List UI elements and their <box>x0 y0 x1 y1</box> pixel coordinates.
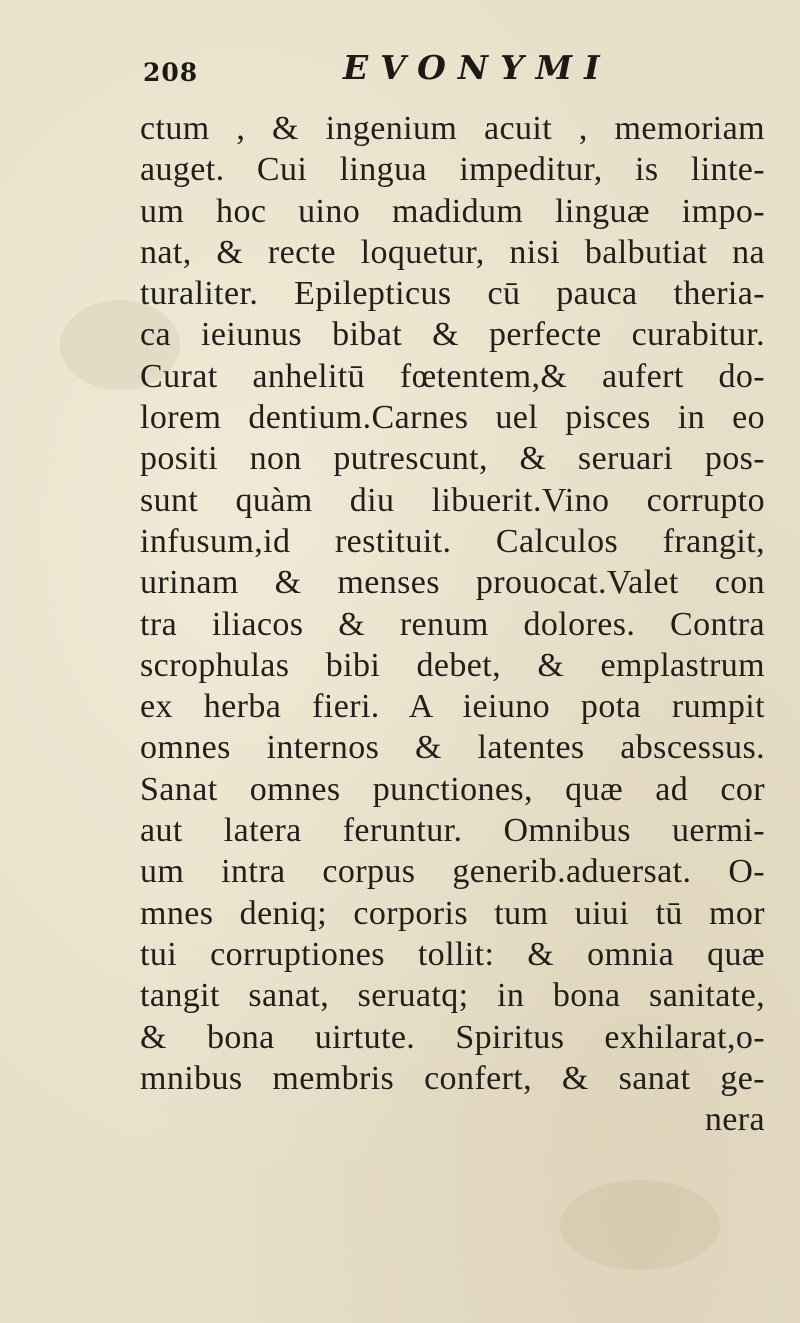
text-line: um intra corpus generib.aduersat. O- <box>140 853 765 891</box>
text-line: Sanat omnes punctiones, quæ ad cor <box>140 770 765 808</box>
text-line: tra iliacos & renum dolores. Contra <box>140 605 765 643</box>
text-line: nat, & recte loquetur, nisi balbutiat na <box>140 233 765 271</box>
text-line: & bona uirtute. Spiritus exhilarat,o- <box>140 1018 765 1056</box>
text-line: sunt quàm diu libuerit.Vino corrupto <box>140 481 765 519</box>
text-line: omnes internos & latentes abscessus. <box>140 729 765 767</box>
text-line: mnes deniq; corporis tum uiui tū mor <box>140 894 765 932</box>
text-line: tui corruptiones tollit: & omnia quæ <box>140 935 765 973</box>
page-header <box>143 48 663 96</box>
text-line: scrophulas bibi debet, & emplastrum <box>140 646 765 684</box>
text-line: positi non putrescunt, & seruari pos- <box>140 440 765 478</box>
text-line: ca ieiunus bibat & perfecte curabitur. <box>140 316 765 354</box>
text-line: ex herba fieri. A ieiuno pota rumpit <box>140 688 765 726</box>
page-number: 208 <box>143 58 199 87</box>
text-line: mnibus membris confert, & sanat ge- <box>140 1059 765 1097</box>
text-line: Curat anhelitū fœtentem,& aufert do- <box>140 357 765 395</box>
text-line: turaliter. Epilepticus cū pauca theria- <box>140 275 765 313</box>
text-line: um hoc uino madidum linguæ impo- <box>140 192 765 230</box>
text-line: aut latera feruntur. Omnibus uermi- <box>140 812 765 850</box>
text-line: lorem dentium.Carnes uel pisces in eo <box>140 399 765 437</box>
text-line: ctum , & ingenium acuit , memoriam <box>140 110 765 147</box>
paper-stain <box>560 1180 720 1270</box>
running-head: EVONYMI <box>343 48 612 87</box>
text-line: urinam & menses prouocat.Valet con <box>140 564 765 602</box>
text-line: auget. Cui lingua impeditur, is linte- <box>140 151 765 189</box>
body-text <box>140 108 765 1140</box>
catchword: nera <box>704 1101 765 1139</box>
text-line: tangit sanat, seruatq; in bona sanitate, <box>140 977 765 1015</box>
text-line: infusum,id restituit. Calculos frangit, <box>140 522 765 560</box>
